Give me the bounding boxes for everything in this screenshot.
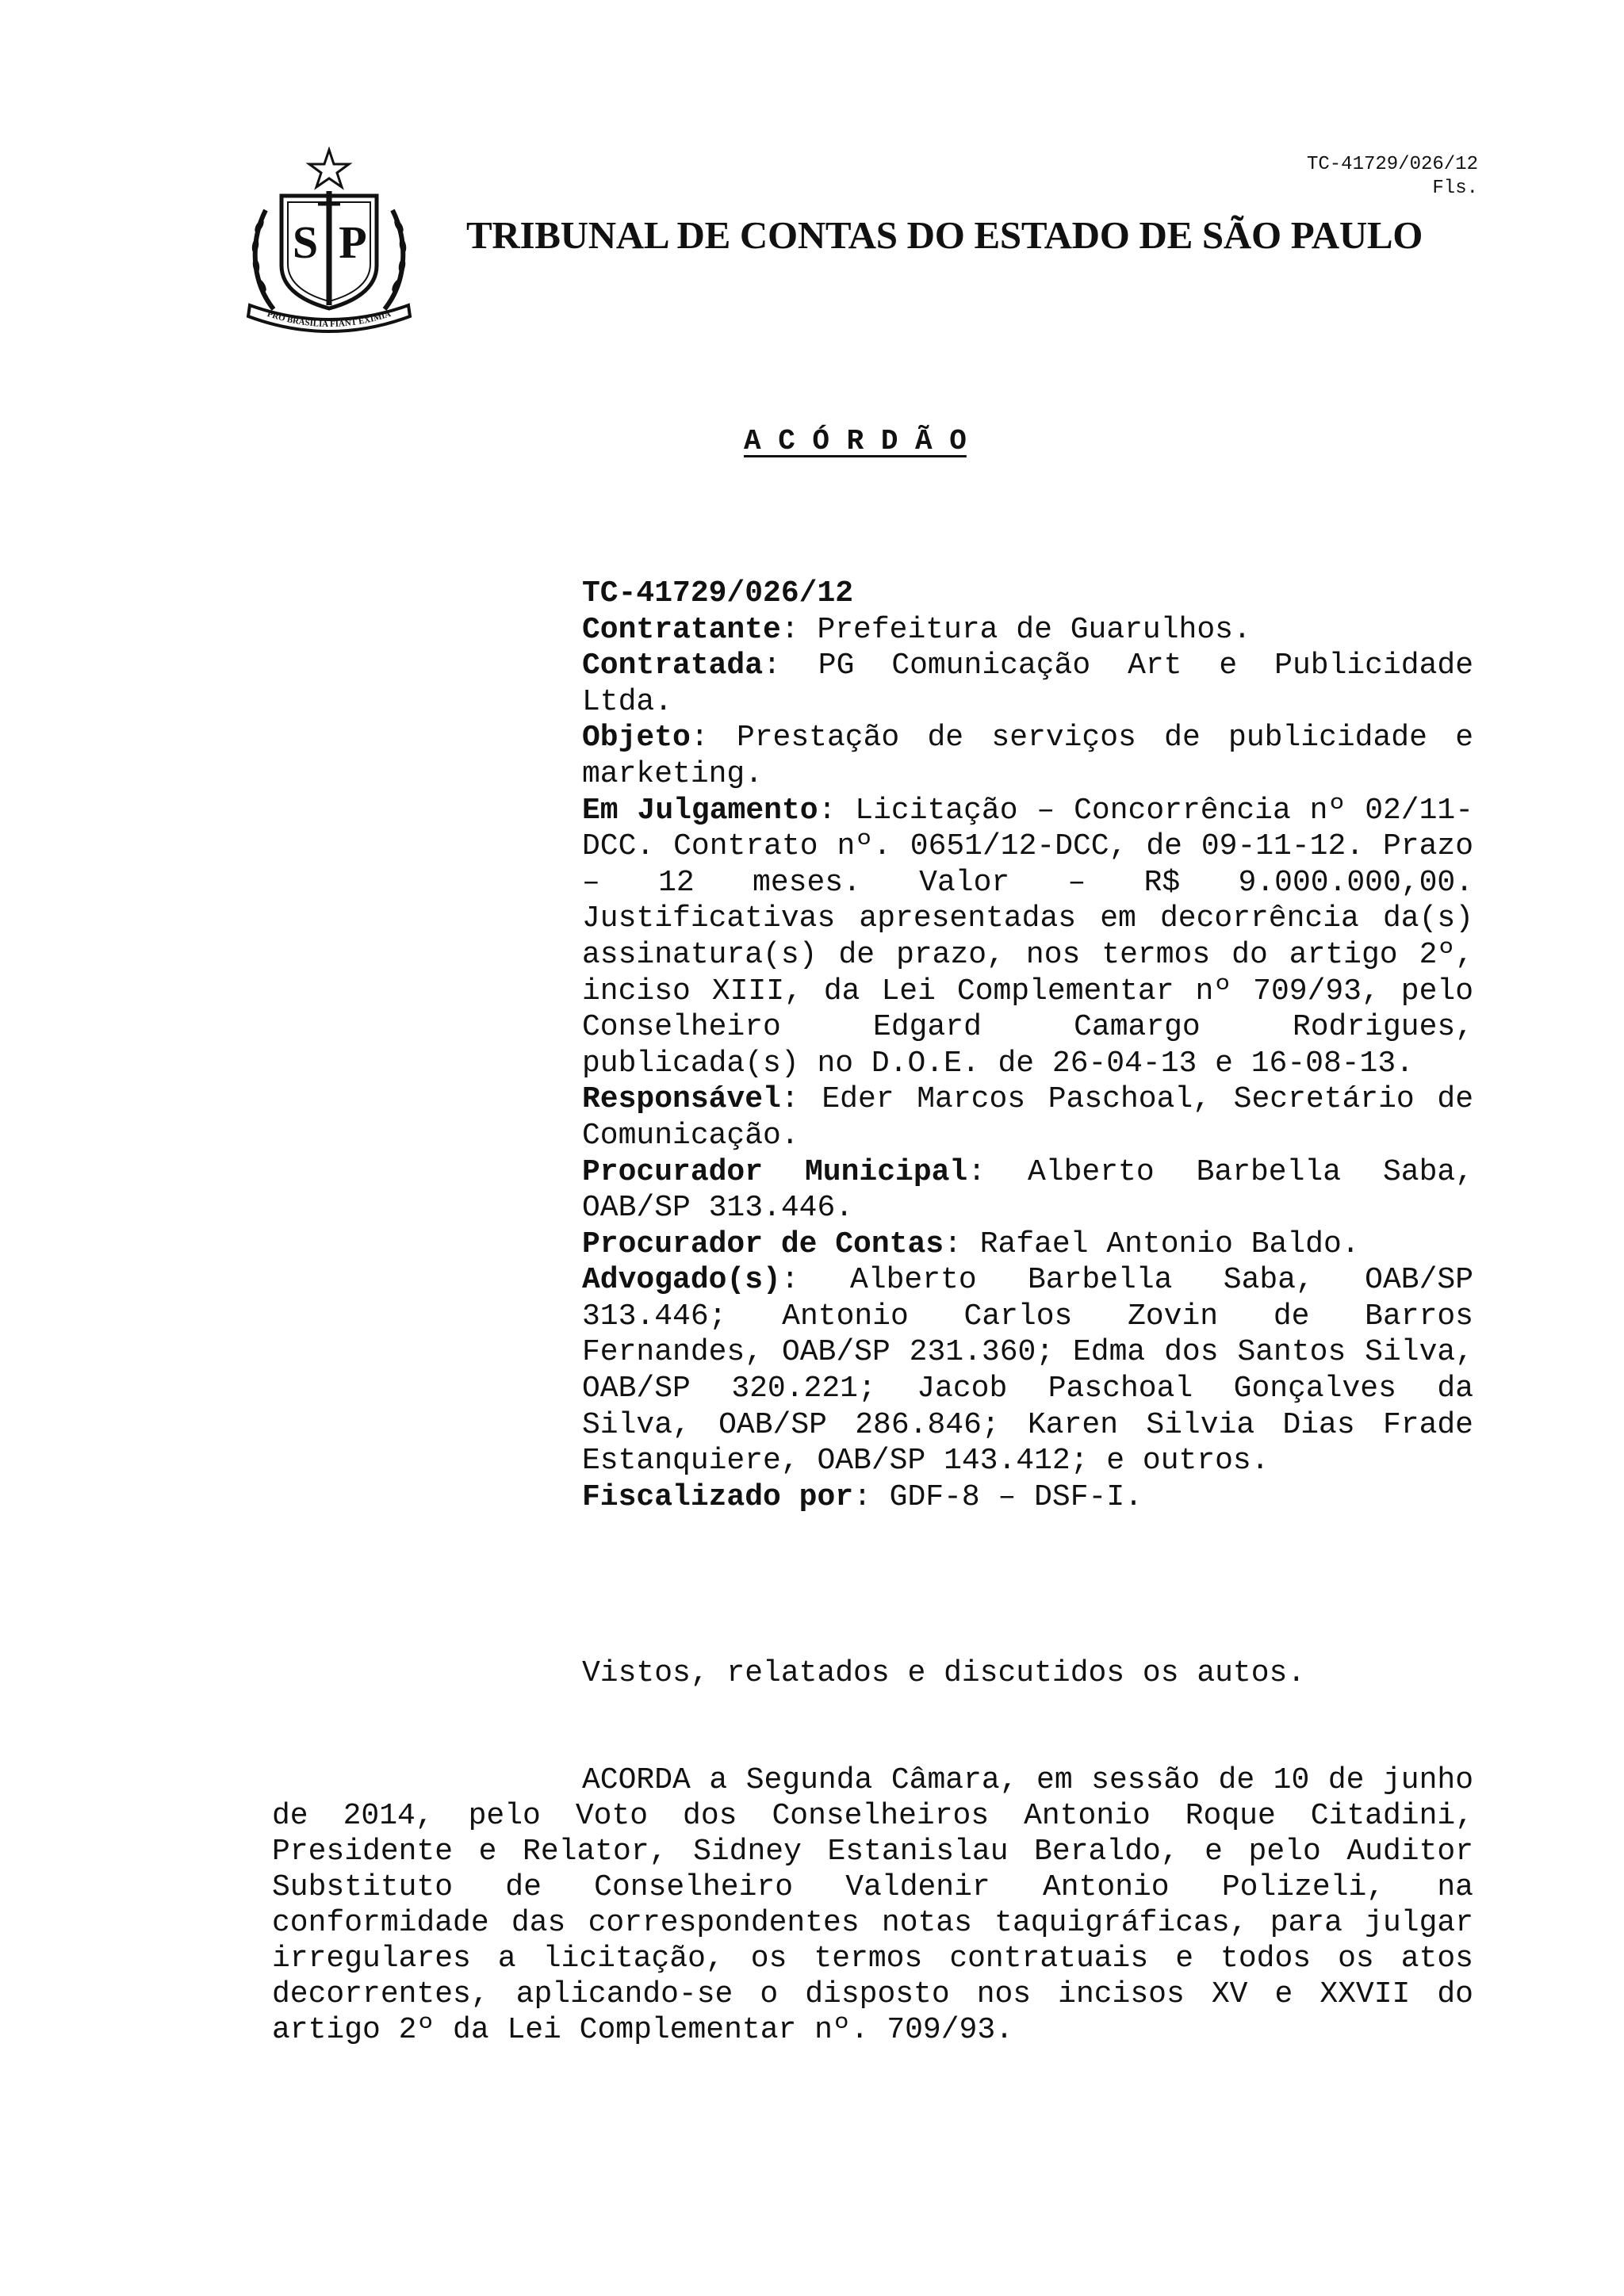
case-field-value: PG Comunicação Art e Publicidade Ltda. <box>582 649 1473 719</box>
case-field-label: Fiscalizado por <box>582 1479 854 1514</box>
court-name: TRIBUNAL DE CONTAS DO ESTADO DE SÃO PAULO <box>466 213 1423 257</box>
case-field-value: Prestação de serviços de publicidade e marketing. <box>582 721 1474 791</box>
case-field-label: Contratante <box>582 612 781 647</box>
process-number: TC-41729/026/12 <box>1306 154 1478 175</box>
case-field: Contratante: Prefeitura de Guarulhos. <box>582 612 1251 647</box>
case-field-label: Objeto <box>582 721 691 756</box>
svg-text:PRO BRASILIA FIANT EXIMIA: PRO BRASILIA FIANT EXIMIA <box>266 308 393 330</box>
case-field: Objeto: Prestação de serviços de publicidade e marketing. <box>582 721 1474 791</box>
case-field: Responsável: Eder Marcos Paschoal, Secretário de Comunicação. <box>582 1082 1473 1153</box>
case-field: Em Julgamento: Licitação – Concorrência nº 02/11-DCC. Contrato nº. 0651/12-DCC, de 09-11-12. Prazo – 12 meses. Valor – R$ 9.000.000,00. Justificativas apresentadas em decorrência da(s) assinatura(s) de prazo, nos termos do artigo 2º, inciso XIII, da Lei Complementar nº 709/93, pelo Conselheiro Edgard Camargo Rodrigues, publicada(s) no D.O.E. de 26-04-13 e 16-08-13. <box>582 793 1474 1081</box>
svg-text:S: S <box>292 216 319 268</box>
case-field: Procurador de Contas: Rafael Antonio Baldo. <box>582 1226 1360 1261</box>
svg-text:P: P <box>339 216 367 268</box>
case-field-value: Rafael Antonio Baldo. <box>979 1226 1360 1261</box>
case-field-value: Alberto Barbella Saba, OAB/SP 313.446; Antonio Carlos Zovin de Barros Fernandes, OAB/SP 231.360; Edma dos Santos Silva, OAB/SP 320.221; Jacob Paschoal Gonçalves da Silva, OAB/SP 286.846; Karen Silvia Dias Frade Estanquiere, OAB/SP 143.412; e outros. <box>582 1263 1473 1479</box>
ruling-paragraph: ACORDA a Segunda Câmara, em sessão de 10 de junho de 2014, pelo Voto dos Conselheiros Antonio Roque Citadini, Presidente e Relator, Sidney Estanislau Beraldo, e pelo Auditor Substituto de Conselheiro Valdenir Antonio Polizeli, na conformidade das correspondentes notas taquigráficas, para julgar irregulares a licitação, os termos contratuais e todos os atos decorrentes, aplicando-se o disposto nos incisos XV e XXVII do artigo 2º da Lei Complementar nº. 709/93. <box>272 1763 1473 2047</box>
case-field: Procurador Municipal: Alberto Barbella Saba, OAB/SP 313.446. <box>582 1154 1473 1226</box>
case-field-value: Licitação – Concorrência nº 02/11-DCC. Contrato nº. 0651/12-DCC, de 09-11-12. Prazo – 12 meses. Valor – R$ 9.000.000,00. Justificativas apresentadas em decorrência da(s) assinatura(s) de prazo, nos termos do artigo 2º, inciso XIII, da Lei Complementar nº 709/93, pelo Conselheiro Edgard Camargo Rodrigues, publicada(s) no D.O.E. de 26-04-13 e 16-08-13. <box>582 793 1474 1081</box>
sao-paulo-coat-of-arms-icon <box>242 147 416 337</box>
case-fields <box>582 612 1473 1516</box>
case-field: Contratada: PG Comunicação Art e Publicidade Ltda. <box>582 649 1473 719</box>
case-field-value: Prefeitura de Guarulhos. <box>817 612 1251 647</box>
document-title: A C Ó R D Ã O <box>744 425 967 457</box>
case-field-label: Advogado(s) <box>582 1263 781 1298</box>
vistos-statement: Vistos, relatados e discutidos os autos. <box>582 1656 1306 1690</box>
case-field-label: Em Julgamento <box>582 793 818 828</box>
case-number: TC-41729/026/12 <box>582 576 854 610</box>
case-summary <box>582 576 1473 1515</box>
case-field-label: Contratada <box>582 649 764 683</box>
case-field-label: Responsável <box>582 1082 781 1117</box>
case-field-value: Eder Marcos Paschoal, Secretário de Comunicação. <box>582 1082 1473 1153</box>
case-field-label: Procurador de Contas <box>582 1226 944 1261</box>
case-field-value: GDF-8 – DSF-I. <box>889 1479 1143 1514</box>
case-field: Advogado(s): Alberto Barbella Saba, OAB/SP 313.446; Antonio Carlos Zovin de Barros Fernandes, OAB/SP 231.360; Edma dos Santos Silva, OAB/SP 320.221; Jacob Paschoal Gonçalves da Silva, OAB/SP 286.846; Karen Silvia Dias Frade Estanquiere, OAB/SP 143.412; e outros. <box>582 1263 1473 1479</box>
case-field-label: Procurador Municipal <box>582 1154 968 1189</box>
case-field: Fiscalizado por: GDF-8 – DSF-I. <box>582 1479 1143 1514</box>
folio-label: Fls. <box>1432 178 1478 199</box>
process-reference <box>1307 153 1478 201</box>
case-field-value: Alberto Barbella Saba, OAB/SP 313.446. <box>582 1154 1473 1226</box>
